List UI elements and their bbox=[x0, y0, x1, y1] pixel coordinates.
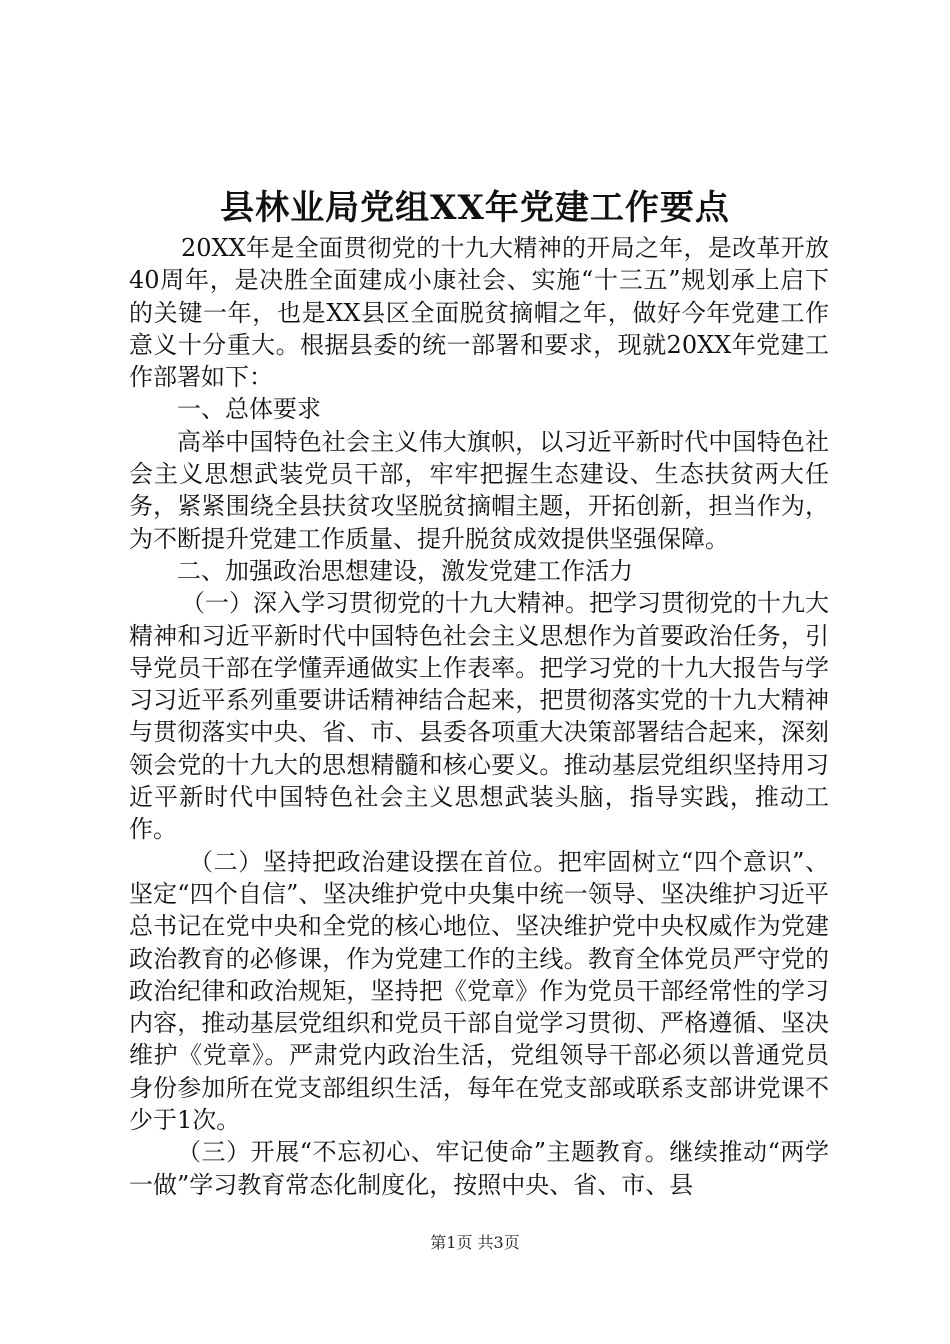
page-number-footer: 第1页 共3页 bbox=[430, 1233, 520, 1252]
document-body bbox=[129, 232, 829, 1201]
document-title: 县林业局党组XX年党建工作要点 bbox=[220, 188, 730, 228]
paragraph-item-2: （二）坚持把政治建设摆在首位。把牢固树立“四个意识”、坚定“四个自信”、坚决维护党中央集中统一领导、坚决维护习近平总书记在党中央和全党的核心地位、坚决维护党中央权威作为党建政治教育的必修课，作为党建工作的主线。教育全体党员严守党的政治纪律和政治规矩，坚持把《党章》作为党员干部经常性的学习内容，推动基层党组织和党员干部自觉学习贯彻、严格遵循、坚决维护《党章》。严肃党内政治生活，党组领导干部必须以普通党员身份参加所在党支部组织生活，每年在党支部或联系支部讲党课不少于1次。 bbox=[129, 847, 829, 1135]
section-heading-political-building: 二、加强政治思想建设，激发党建工作活力 bbox=[177, 556, 633, 585]
paragraph-item-3: （三）开展“不忘初心、牢记使命”主题教育。继续推动“两学一做”学习教育常态化制度化，按照中央、省、市、县 bbox=[129, 1138, 829, 1199]
paragraph-item-1: （一）深入学习贯彻党的十九大精神。把学习贯彻党的十九大精神和习近平新时代中国特色社会主义思想作为首要政治任务，引导党员干部在学懂弄通做实上作表率。把学习党的十九大报告与学习习近平系列重要讲话精神结合起来，把贯彻落实党的十九大精神与贯彻落实中央、省、市、县委各项重大决策部署结合起来，深刻领会党的十九大的思想精髓和核心要义。推动基层党组织坚持用习近平新时代中国特色社会主义思想武装头脑，指导实践，推动工作。 bbox=[129, 589, 829, 844]
paragraph-intro: 20XX年是全面贯彻党的十九大精神的开局之年，是改革开放40周年，是决胜全面建成小康社会、实施“十三五”规划承上启下的关键一年，也是XX县区全面脱贫摘帽之年，做好今年党建工作意义十分重大。根据县委的统一部署和要求，现就20XX年党建工作部署如下： bbox=[129, 234, 829, 392]
paragraph-general-requirements: 高举中国特色社会主义伟大旗帜，以习近平新时代中国特色社会主义思想武装党员干部，牢牢把握生态建设、生态扶贫两大任务，紧紧围绕全县扶贫攻坚脱贫摘帽主题，开拓创新，担当作为，为不断提升党建工作质量、提升脱贫成效提供坚强保障。 bbox=[129, 427, 829, 553]
section-heading-general-requirements: 一、总体要求 bbox=[177, 395, 321, 424]
